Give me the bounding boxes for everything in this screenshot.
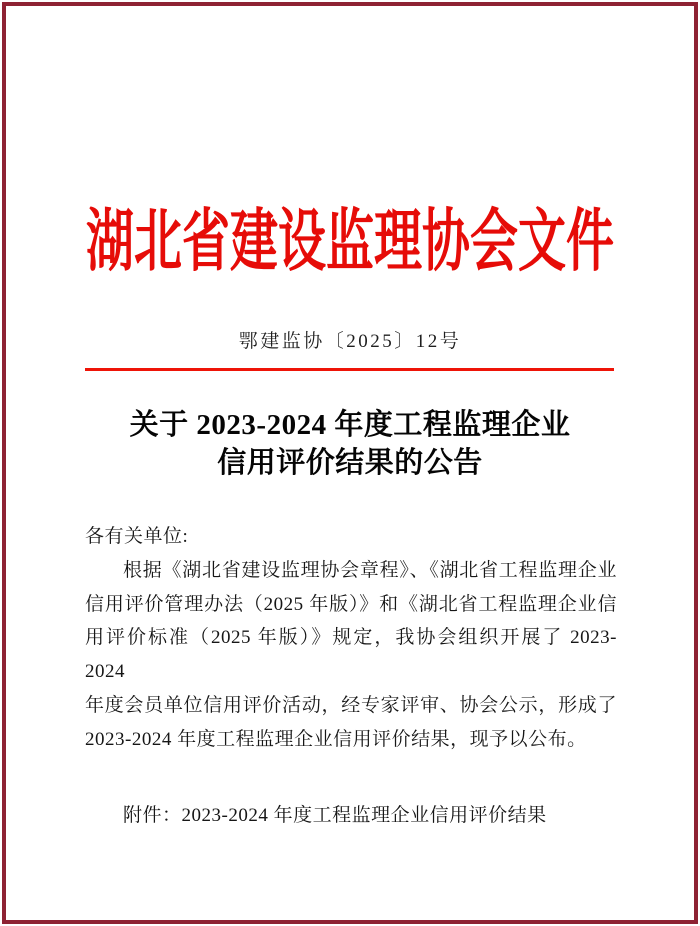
paragraph-line: 信用评价管理办法（2025 年版）》和《湖北省工程监理企业信: [85, 593, 617, 615]
attachment-line: 附件：2023-2024 年度工程监理企业信用评价结果: [123, 804, 547, 826]
document-number: 鄂建监协〔2025〕12号: [238, 331, 462, 352]
letterhead-divider-rule: [85, 368, 614, 371]
notice-title-line-1: 关于 2023-2024 年度工程监理企业: [129, 409, 571, 441]
paragraph-line: 2023-2024 年度工程监理企业信用评价结果，现予以公布。: [85, 728, 587, 750]
salutation: 各有关单位:: [85, 526, 189, 547]
notice-title-line-2: 信用评价结果的公告: [217, 447, 483, 479]
notice-title: [0, 406, 700, 482]
paragraph-line: 根据《湖北省建设监理协会章程》、《湖北省工程监理企业: [123, 559, 617, 581]
paragraph-line: 年度会员单位信用评价活动，经专家评审、协会公示，形成了: [85, 694, 617, 716]
paragraph-line: 用评价标准（2025 年版）》规定，我协会组织开展了 2023-2024: [85, 627, 617, 683]
letterhead: [0, 190, 700, 282]
notice-body: [85, 520, 617, 832]
letterhead-org-title: 湖北省建设监理协会文件: [86, 204, 614, 280]
